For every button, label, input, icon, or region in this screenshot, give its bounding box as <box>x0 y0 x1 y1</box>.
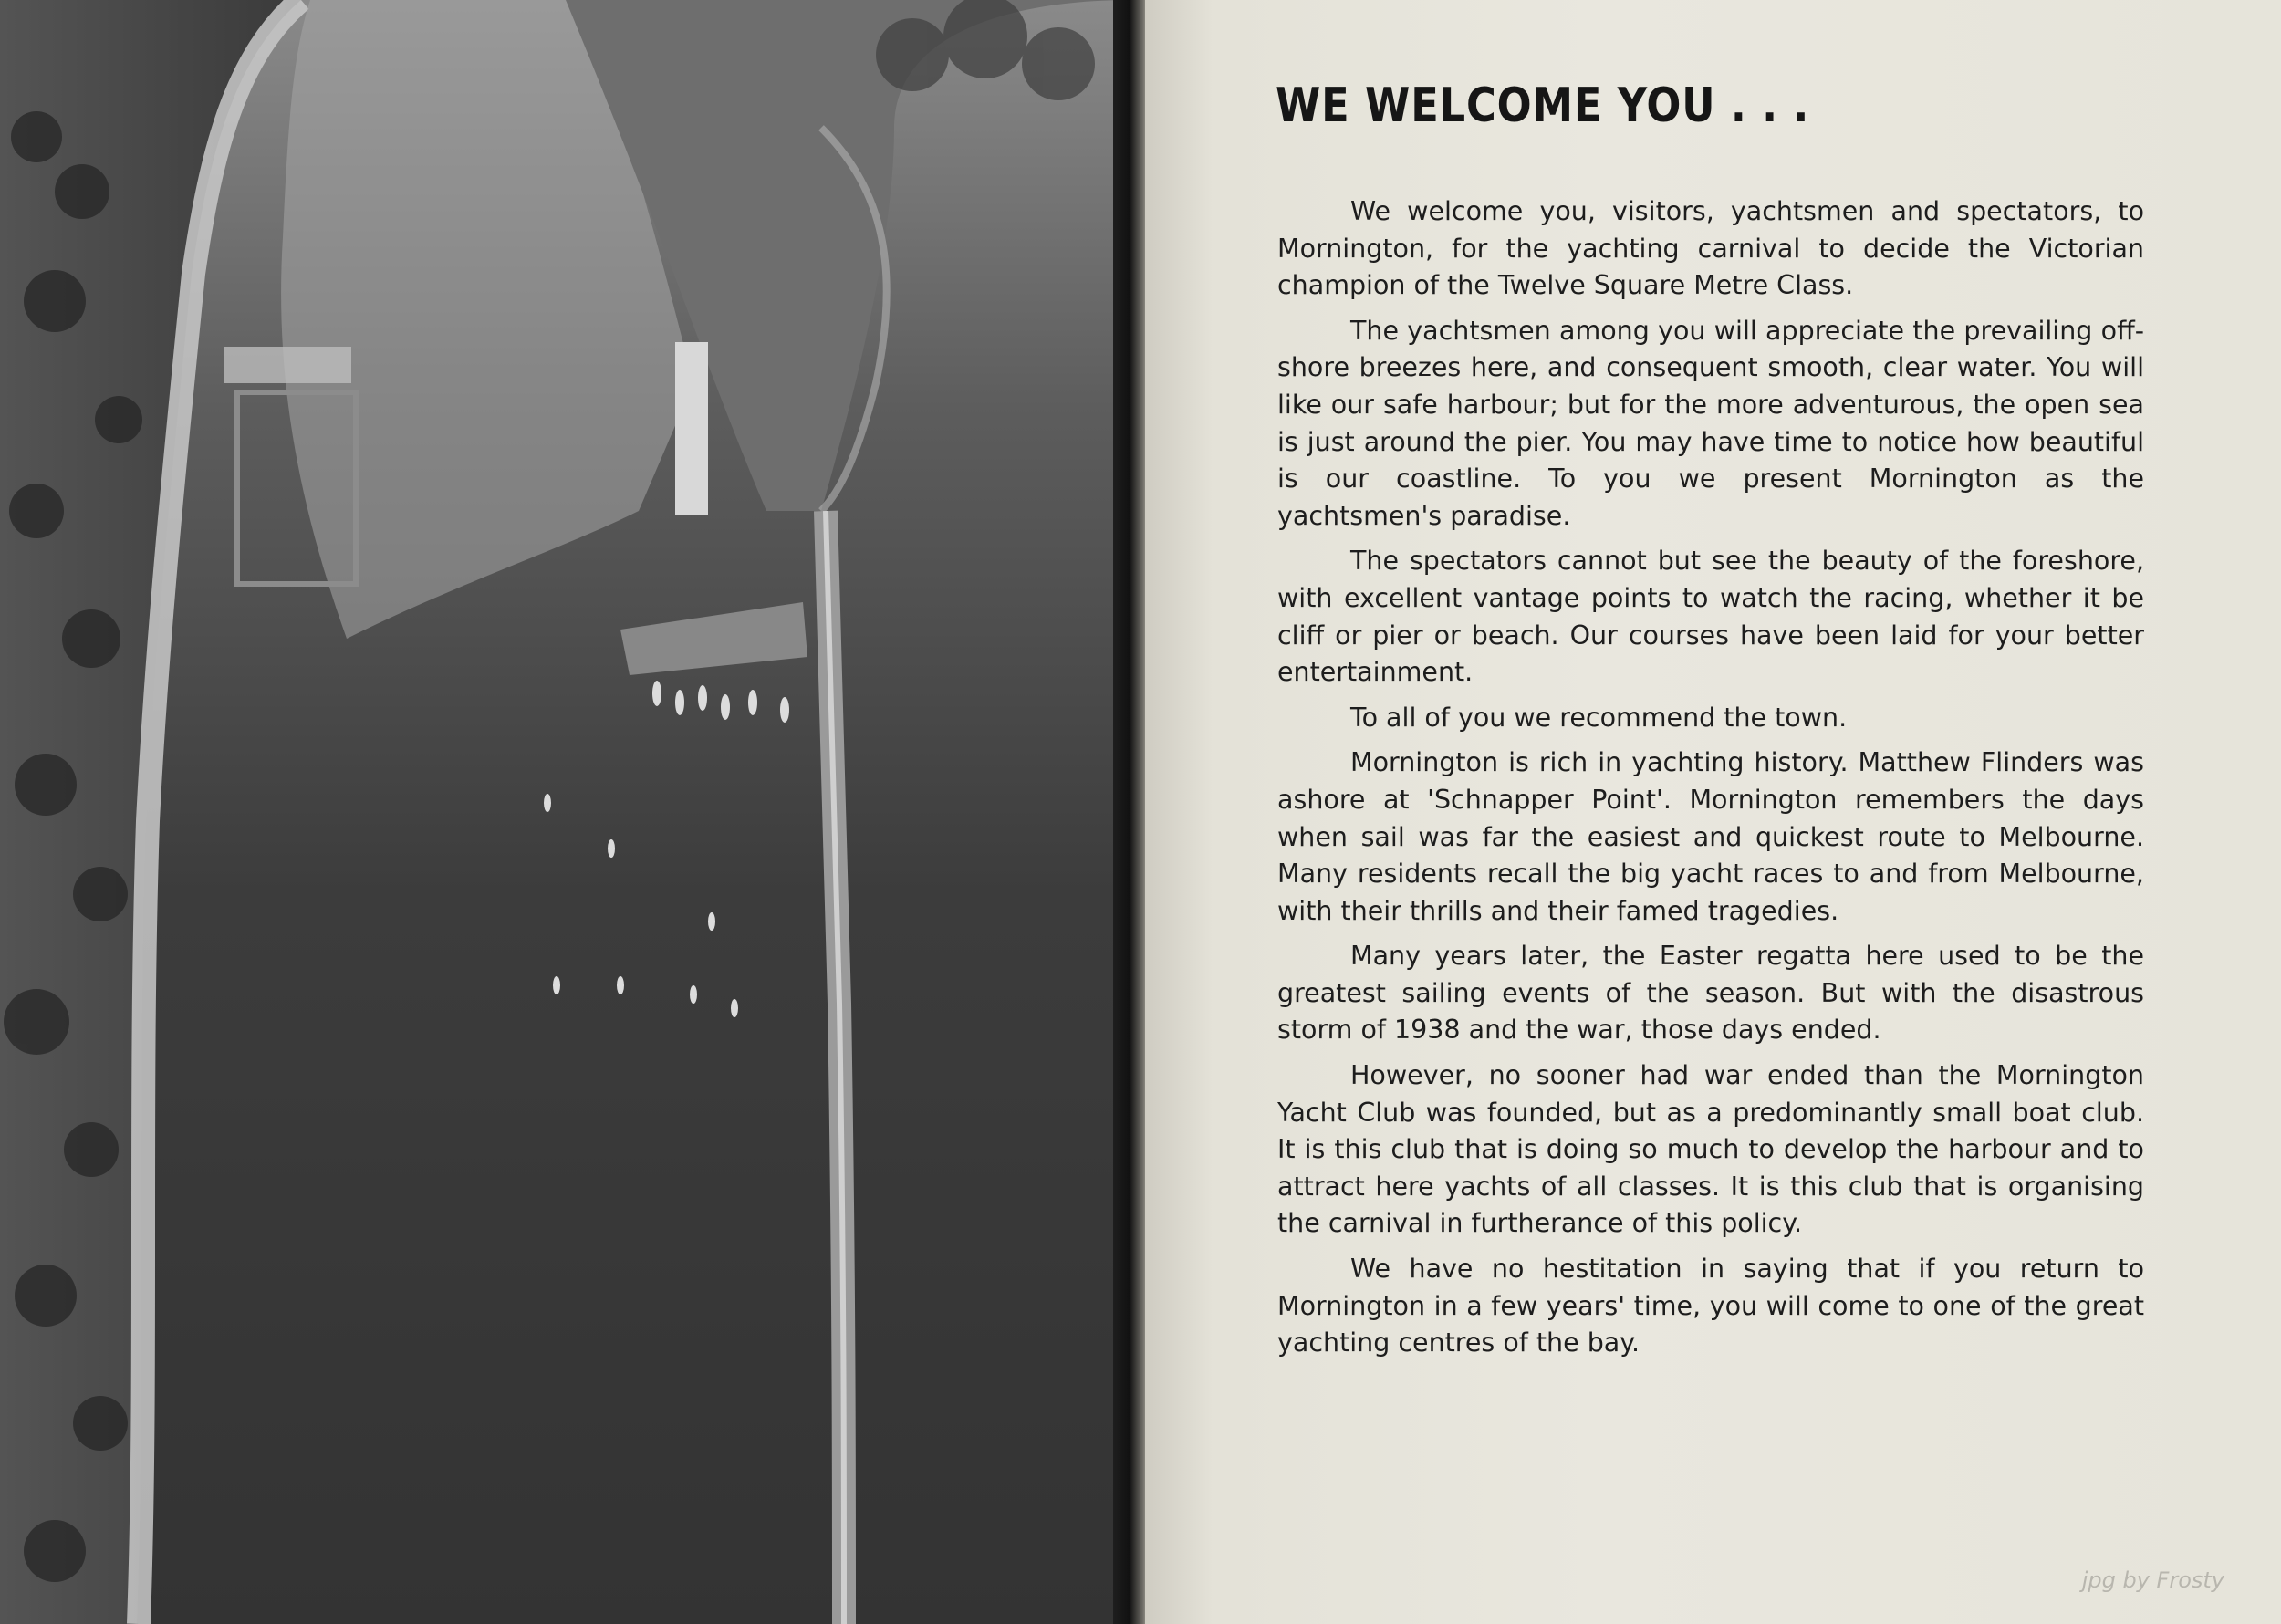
paragraph: We welcome you, visitors, yachtsmen and spectators, to Mornington, for the yachting carnival to decide the Victorian champion of the Twelve Square Metre Class. <box>1277 196 2144 301</box>
aerial-harbour-photo <box>0 0 1131 1624</box>
page-gutter <box>1113 0 1150 1624</box>
paragraph: We have no hestitation in saying that if you return to Mornington in a few years' time, you will come to one of the great yachting centres of the bay. <box>1277 1254 2144 1359</box>
aerial-photo-page <box>0 0 1131 1624</box>
paragraph: The yachtsmen among you will appreciate the prevailing off-shore breezes here, and consequent smooth, clear water. You will like our safe harbour; but for the more adventurous, the open sea is just around the pier. You may have time to notice how beautiful is our coastline. To you we present Mornington as the yachtsmen's paradise. <box>1277 315 2144 531</box>
welcome-body <box>1277 193 2144 1370</box>
paragraph: Many years later, the Easter regatta here used to be the greatest sailing events of the season. But with the disastrous storm of 1938 and the war, those days ended. <box>1277 941 2144 1046</box>
paragraph: However, no sooner had war ended than the Mornington Yacht Club was founded, but as a predominantly small boat club. It is this club that is doing so much to develop the harbour and to attract here yachts of all classes. It is this club that is organising the carnival in furtherance of this policy. <box>1277 1060 2144 1239</box>
watermark: jpg by Frosty <box>2081 1567 2224 1593</box>
paragraph: To all of you we recommend the town. <box>1350 702 1848 733</box>
paragraph: Mornington is rich in yachting history. Matthew Flinders was ashore at 'Schnapper Point'. Mornington remembers the days when sail was far the easiest and quickest route to Melbourne. Many residents recall the big yacht races to and from Melbourne, with their thrills and their famed tragedies. <box>1277 747 2144 926</box>
paragraph: The spectators cannot but see the beauty of the foreshore, with excellent vantage points to watch the racing, whether it be cliff or pier or beach. Our courses have been laid for your better entertainment. <box>1277 546 2144 688</box>
page-heading: WE WELCOME YOU . . . <box>1276 78 1810 133</box>
welcome-text-page <box>1145 0 2281 1624</box>
